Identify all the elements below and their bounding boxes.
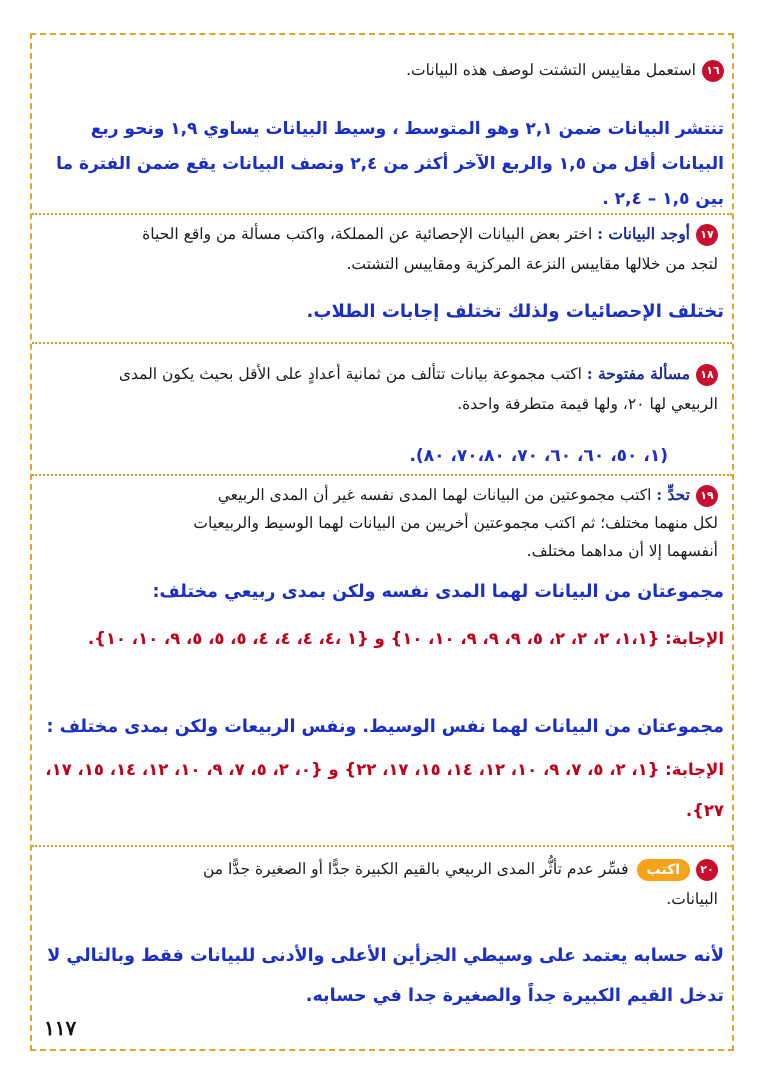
answer-19-heading-2: مجموعتان من البيانات لهما نفس الوسيط. ونفس الربيعات ولكن بمدى مختلف : [46, 717, 724, 737]
write-badge: اكتب [637, 859, 690, 881]
answer-19-heading-1: مجموعتان من البيانات لهما المدى نفسه ولكن بمدى ربيعي مختلف: [152, 582, 724, 602]
section-divider [32, 342, 732, 344]
question-18 [100, 359, 718, 419]
question-text: اكتب مجموعتين من البيانات لهما المدى نفسه غير أن المدى الربيعي لكل منهما مختلف؛ ثم اكتب مجموعتين أخريين من البيانات لهما الوسيط والربيعيات أنفسهما إلا أن مداهما مختلف. [193, 486, 718, 560]
page-number: ١١٧ [44, 1016, 77, 1040]
answer-19-line-2: الإجابة: {١، ٢، ٥، ٧، ٩، ١٠، ١٢، ١٤، ١٥، ١٧، ٢٢} و {٠، ٢، ٥، ٧، ٩، ١٠، ١٢، ١٤، ١٥، ١٧، ٢٧}. [45, 760, 724, 820]
question-label: تحدٍّ : [656, 485, 690, 504]
question-label: مسألة مفتوحة : [586, 364, 690, 383]
answer-20: لأنه حسابه يعتمد على وسيطي الجزأين الأعلى والأدنى للبيانات فقط وبالتالي لا تدخل القيم الكبيرة جداً والصغيرة جدا في حسابه. [47, 946, 724, 1006]
section-divider [32, 845, 732, 847]
question-17 [120, 219, 718, 279]
question-number-badge: ١٦ [702, 60, 724, 82]
question-number-badge: ٢٠ [696, 859, 718, 881]
answer-16: تنتشر البيانات ضمن ٢,١ وهو المتوسط ، وسيط البيانات يساوي ١,٩ ونحو ربع البيانات أقل من ١,٥ والربع الآخر أكثر من ٢,٤ ونصف البيانات يقع ضمن الفترة ما بين ١,٥ – ٢,٤ . [56, 119, 724, 209]
answer-18: (١، ٥٠، ٦٠، ٦٠، ٧٠، ٧٠،٨٠، ٨٠). [409, 446, 668, 466]
question-text: اكتب مجموعة بيانات تتألف من ثمانية أعدادٍ على الأقل بحيث يكون المدى الربيعي لها ٢٠، ولها قيمة متطرفة واحدة. [118, 365, 718, 413]
answer-17: تختلف الإحصائيات ولذلك تختلف إجابات الطلاب. [306, 301, 724, 322]
question-text: اختر بعض البيانات الإحصائية عن المملكة، واكتب مسألة من واقع الحياة لتجد من خلالها مقاييس النزعة المركزية ومقاييس التشتت. [142, 225, 718, 273]
question-label: أوجد البيانات : [597, 224, 690, 243]
question-19 [190, 481, 718, 565]
question-text: فسِّر عدم تأثُّر المدى الربيعي بالقيم الكبيرة جدًّا أو الصغيرة جدًّا من البيانات. [202, 860, 718, 908]
question-20 [180, 854, 718, 914]
question-16 [40, 55, 724, 85]
question-number-badge: ١٨ [696, 364, 718, 386]
section-divider [32, 474, 732, 476]
section-divider [32, 213, 732, 215]
question-number-badge: ١٩ [696, 485, 718, 507]
answer-19-line-1: الإجابة: {١،١، ٢، ٢، ٢، ٥، ٩، ٩، ٩، ١٠، ١٠} و {١ ،٤، ٤، ٤، ٤، ٥، ٥، ٥، ٩، ١٠، ١٠}. [87, 629, 724, 648]
question-text: استعمل مقاييس التشتت لوصف هذه البيانات. [406, 61, 696, 79]
question-number-badge: ١٧ [696, 224, 718, 246]
